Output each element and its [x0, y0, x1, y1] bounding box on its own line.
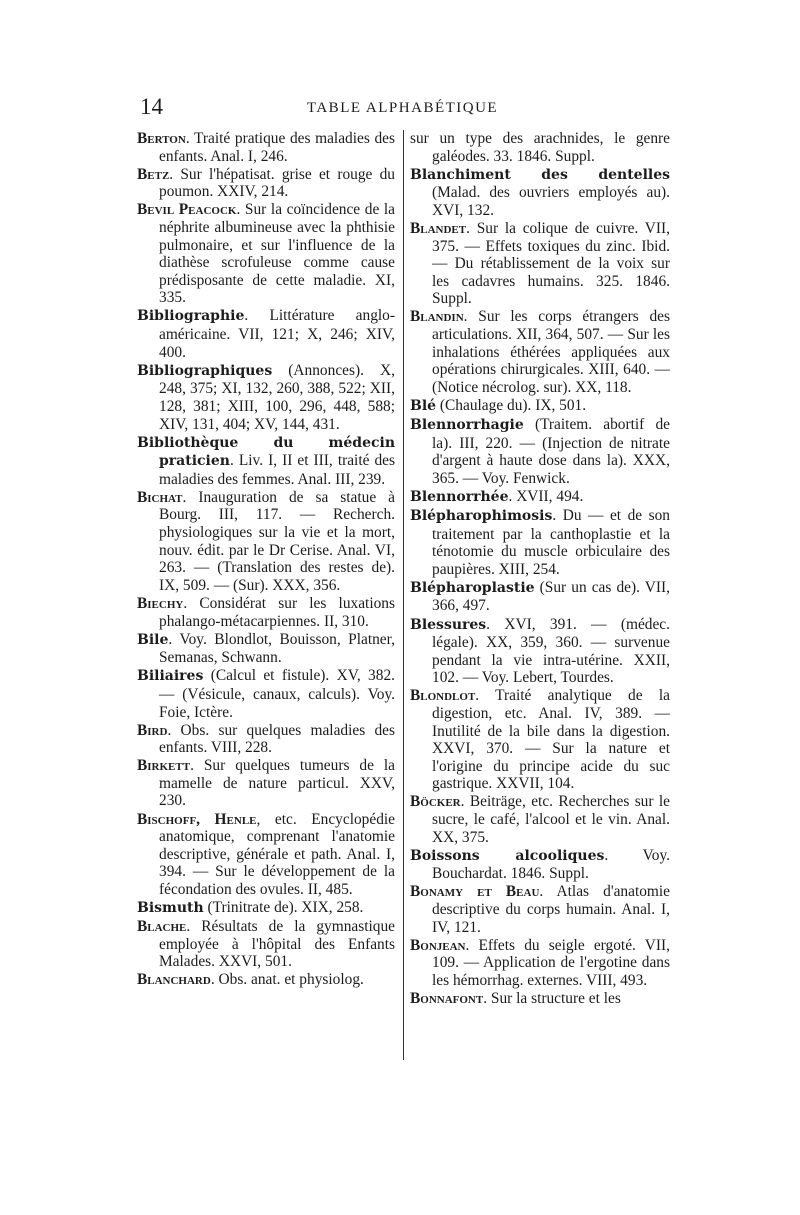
entry-heading: Blennorrhée [410, 488, 509, 505]
entry-text: . Beiträge, etc. Recherches sur le sucre, le café, l'alcool et le vin. Anal. XX, 375. [432, 793, 670, 846]
page-number: 14 [140, 94, 163, 119]
index-entry [410, 793, 670, 846]
index-entry [137, 307, 395, 361]
entry-heading: Blé [410, 397, 437, 414]
entry-heading: Blépharophimosis [410, 507, 553, 524]
index-entry [410, 166, 670, 220]
entry-text: . Sur la coïncidence de la néphrite albumineuse avec la phthisie pulmonaire, et sur l'influence de la diathèse scrofuleuse comme cause prédisposante de cette maladie. XI, 335. [159, 201, 395, 307]
index-entry [137, 130, 395, 165]
index-entry [410, 220, 670, 308]
entry-text: (Traitem. abortif de la). III, 220. — (Injection de nitrate d'argent à haute dose dans la). XXX, 365. — Voy. Fenwick. [432, 416, 670, 487]
running-title: TABLE ALPHABÉTIQUE [306, 100, 499, 116]
entry-text: . Obs. sur quelques maladies des enfants. VIII, 228. [159, 721, 395, 757]
entry-heading: Bibliographiques [137, 362, 273, 379]
entry-heading: Böcker [410, 793, 461, 811]
entry-text: . Sur l'hépatisat. grise et rouge du poumon. XXIV, 214. [159, 165, 395, 201]
index-entry [410, 397, 670, 416]
index-entry [410, 308, 670, 396]
entry-heading: Biliaires [137, 668, 204, 685]
index-entry [410, 488, 670, 507]
index-entry [410, 990, 670, 1008]
entry-text: (Trinitrate de). XIX, 258. [203, 899, 364, 917]
index-entry [137, 899, 395, 918]
index-entry [137, 811, 395, 899]
entry-heading: Berton [137, 130, 186, 147]
entry-heading: Bonamy et Beau [410, 883, 540, 901]
index-entry [137, 722, 395, 757]
entry-text: . Effets du seigle ergoté. VII, 109. — Application de l'ergotine dans les hémorrhag. externes. VIII, 493. [432, 936, 670, 989]
entry-text: . Voy. Bouchardat. 1846. Suppl. [432, 846, 670, 883]
entry-text: . XVII, 494. [508, 487, 584, 505]
entry-heading: Bonnafont [410, 990, 484, 1007]
entry-heading: Bismuth [137, 900, 204, 917]
entry-text: . Inauguration de sa statue à Bourg. III, 117. — Recherch. physiologiques sur la vie et la mort, nouv. édit. par le Dr Cerise. Anal. VI, 263. — (Translation des restes de). IX, 509. — (Sur). XXX, 356. [159, 488, 395, 594]
entry-heading: Bile [137, 631, 169, 648]
index-entry [137, 918, 395, 971]
index-entry [410, 616, 670, 687]
entry-text: . Résultats de la gymnastique employée à l'hôpital des Enfants Malades. XXVI, 501. [159, 918, 395, 971]
entry-text: (Sur un cas de). VII, 366, 497. [432, 578, 670, 615]
entry-text: . Considérat sur les luxations phalango-métacarpiennes. II, 310. [159, 594, 395, 630]
entry-text: , etc. Encyclopédie anatomique, comprenant l'anatomie descriptive, générale et path. Anal. I, 394. — Sur le développement de la fécondation des ovules. II, 485. [159, 810, 395, 898]
entry-heading: Bevil Peacock [137, 201, 237, 219]
entry-heading: Blache [137, 918, 187, 936]
entry-text: (Annonces). X, 248, 375; XI, 132, 260, 388, 522; XII, 128, 381; XIII, 100, 296, 448, 588; XIV, 131, 404; XV, 144, 431. [159, 361, 395, 433]
entry-text: . Sur la colique de cuivre. VII, 375. — Effets toxiques du zinc. Ibid. — Du rétablissement de la voix sur les cadavres humains. 325. 1846. Suppl. [432, 219, 670, 308]
entry-text: . Traité pratique des maladies des enfants. Anal. I, 246. [159, 130, 395, 165]
entry-text: . Sur les corps étrangers des articulations. XII, 364, 507. — Sur les inhalations éthérées appliquées aux opérations chirurgicales. XIII, 640. — (Notice nécrolog. sur). XX, 118. [432, 308, 670, 396]
entry-heading: Blandin [410, 308, 464, 326]
index-entry [137, 489, 395, 595]
right-column [410, 130, 670, 1008]
entry-text: . Sur quelques tumeurs de la mamelle de nature particul. XXV, 230. [159, 757, 395, 810]
entry-text: (Malad. des ouvriers employés au). XVI, 132. [432, 184, 670, 219]
index-entry [137, 362, 395, 433]
index-entry [410, 579, 670, 615]
entry-heading: Blépharoplastie [410, 579, 535, 596]
page-header [140, 94, 665, 122]
entry-heading: Betz [137, 165, 170, 183]
index-entry [137, 434, 395, 489]
index-entry [137, 667, 395, 721]
entry-heading: Blessures [410, 616, 487, 633]
index-entry [410, 507, 670, 578]
left-column [137, 130, 395, 990]
index-entry [410, 847, 670, 883]
entry-text: . XVI, 391. — (médec. légale). XX, 359, 360. — survenue pendant la vie intra-utérine. XXII, 102. — Voy. Lebert, Tourdes. [432, 615, 670, 687]
entry-text: . Obs. anat. et physiolog. [210, 971, 364, 989]
entry-text: sur un type des arachnides, le genre galéodes. 33. 1846. Suppl. [410, 130, 670, 165]
entry-text: . Littérature anglo-américaine. VII, 121; X, 246; XIV, 400. [159, 307, 395, 361]
entry-text: (Calcul et fistule). XV, 382. — (Vésicule, canaux, calculs). Voy. Foie, Ictère. [159, 667, 395, 721]
entry-text: (Chaulage du). IX, 501. [436, 396, 587, 414]
entry-heading: Bird [137, 721, 168, 739]
entry-text: . Sur la structure et les [483, 990, 621, 1007]
entry-heading: Biechy [137, 594, 184, 612]
index-entry [137, 595, 395, 630]
entry-heading: Blandet [410, 219, 467, 237]
index-entry [137, 971, 395, 989]
entry-heading: Bichat [137, 488, 183, 506]
entry-text: . Du — et de son traitement par la canthoplastie et la ténotomie du muscle orbiculaire des paupières. XIII, 254. [432, 506, 670, 578]
entry-heading: Bischoff, Henle [137, 810, 257, 828]
entry-heading: Boissons alcooliques [410, 847, 605, 864]
index-entry [410, 130, 670, 165]
index-entry [137, 631, 395, 667]
entry-heading: Blanchiment des dentelles [410, 166, 670, 183]
entry-text: . Atlas d'anatomie descriptive du corps humain. Anal. I, IV, 121. [432, 883, 670, 936]
entry-heading: Birkett [137, 757, 191, 775]
entry-heading: Bonjean [410, 936, 466, 954]
entry-heading: Blondlot [410, 687, 476, 705]
index-entry [410, 687, 670, 793]
index-entry [137, 166, 395, 201]
column-divider [403, 130, 404, 1060]
entry-heading: Blennorrhagie [410, 417, 524, 433]
index-entry [137, 757, 395, 810]
entry-heading: Bibliographie [137, 308, 245, 325]
index-entry [410, 937, 670, 990]
index-entry [410, 883, 670, 936]
entry-text: . Voy. Blondlot, Bouisson, Platner, Semanas, Schwann. [159, 630, 395, 667]
entry-heading: Bibliothèque du médecin praticien [137, 434, 395, 470]
entry-heading: Blanchard [137, 971, 211, 989]
index-entry [137, 201, 395, 307]
entry-text: . Traité analytique de la digestion, etc. Anal. IV, 389. — Inutilité de la bile dans la digestion. XXVI, 370. — Sur la nature et l'origine du principe acide du suc gastrique. XXVII, 104. [432, 687, 670, 793]
index-entry [410, 416, 670, 487]
entry-text: . Liv. I, II et III, traité des maladies des femmes. Anal. III, 239. [159, 452, 395, 488]
